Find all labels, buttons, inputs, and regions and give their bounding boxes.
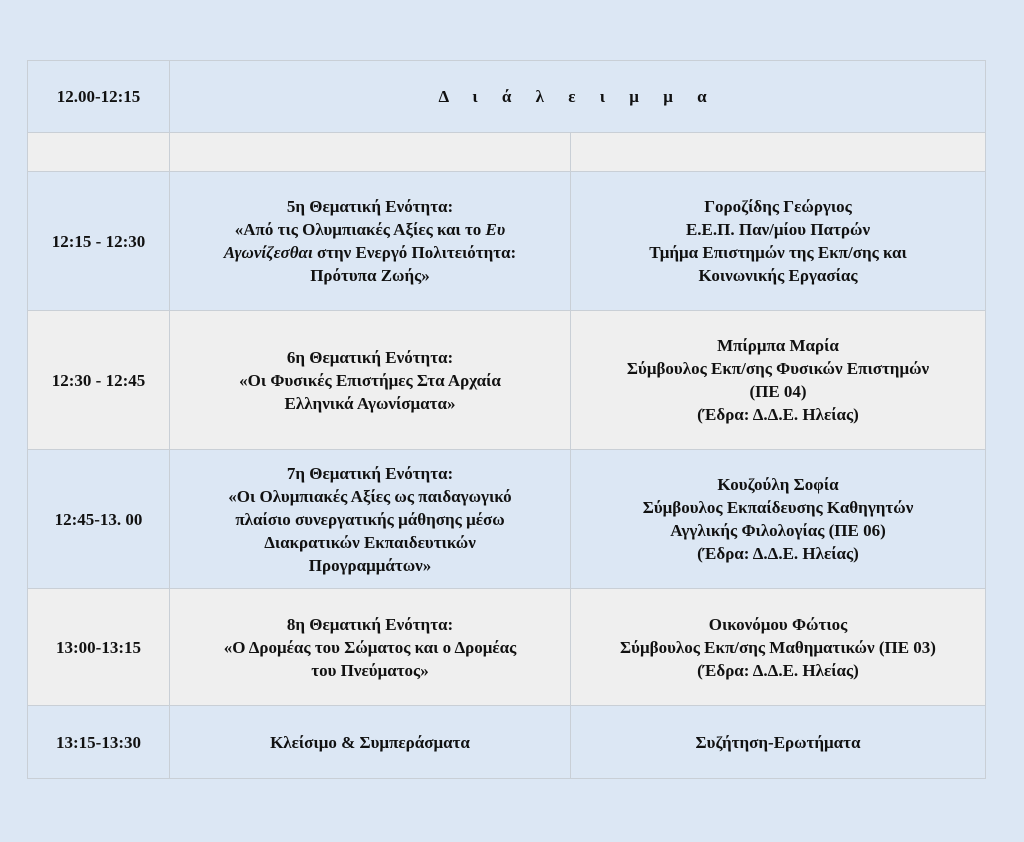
speaker-info: Σύμβουλος Εκπαίδευσης Καθηγητών [642,498,914,517]
session-text-italic: Ευ [485,220,506,239]
speaker-cell [571,311,986,450]
table-row [28,589,986,706]
session-text-line: Προγραμμάτων» [308,555,432,575]
session-title: 7η Θεματική Ενότητα: [286,463,454,483]
session-cell [170,311,571,450]
speaker-info: Αγγλικής Φιλολογίας (ΠΕ 06) [670,521,886,540]
session-text-line: «Οι Φυσικές Επιστήμες Στα Αρχαία [239,370,501,390]
session-text: στην Ενεργό Πολιτειότητα: [312,243,517,262]
session-cell [170,172,571,311]
time-cell: 13:00-13:15 [28,589,170,706]
speaker-info: (ΠΕ 04) [749,382,807,401]
session-text-line: «Οι Ολυμπιακές Αξίες ως παιδαγωγικό [228,486,512,506]
speaker-cell [571,172,986,311]
speaker-name: Γοροζίδης Γεώργιος [704,197,852,216]
speaker-info: (Έδρα: Δ.Δ.Ε. Ηλείας) [697,660,859,680]
time-cell [28,133,170,172]
session-text-line: του Πνεύματος» [311,660,429,680]
speaker-info: Σύμβουλος Εκπ/σης Μαθηματικών (ΠΕ 03) [620,637,936,657]
table-row-empty [28,133,986,172]
session-cell [170,133,571,172]
speaker-cell: Συζήτηση-Ερωτήματα [571,706,986,779]
session-text-line [178,218,562,241]
session-cell [170,450,571,589]
session-text-line: πλαίσιο συνεργατικής μάθησης μέσω [235,509,505,529]
time-cell: 13:15-13:30 [28,706,170,779]
table-row [28,311,986,450]
session-text-line: «Ο Δρομέας του Σώματος και ο Δρομέας [223,637,517,657]
speaker-info: Τμήμα Επιστημών της Εκπ/σης και [649,243,907,262]
session-text-italic: Αγωνίζεσθαι [223,243,313,262]
speaker-name: Μπίρμπα Μαρία [717,336,839,355]
session-cell: Κλείσιμο & Συμπεράσματα [170,706,571,779]
session-title: 5η Θεματική Ενότητα: [286,197,454,216]
speaker-info: Κοινωνικής Εργασίας [698,266,858,285]
session-title: 8η Θεματική Ενότητα: [286,614,454,634]
session-title: 6η Θεματική Ενότητα: [286,347,454,367]
speaker-info: Ε.Ε.Π. Παν/μίου Πατρών [685,220,871,239]
table-row [28,172,986,311]
time-cell: 12.00-12:15 [28,61,170,133]
speaker-cell [571,589,986,706]
table-row-break [28,61,986,133]
speaker-name: Κουζούλη Σοφία [717,475,839,494]
session-text: «Από τις Ολυμπιακές Αξίες και το [234,220,486,239]
session-cell [170,589,571,706]
table-row-closing [28,706,986,779]
speaker-cell [571,133,986,172]
speaker-info: (Έδρα: Δ.Δ.Ε. Ηλείας) [697,405,859,424]
table-row [28,450,986,589]
session-text-line: Διακρατικών Εκπαιδευτικών [264,532,476,552]
session-text-line: Ελληνικά Αγωνίσματα» [284,393,456,413]
session-text-line: Πρότυπα Ζωής» [310,266,430,285]
session-text-line [178,241,562,264]
speaker-info: (Έδρα: Δ.Δ.Ε. Ηλείας) [697,544,859,563]
time-cell: 12:45-13. 00 [28,450,170,589]
time-cell: 12:15 - 12:30 [28,172,170,311]
program-table [27,60,986,779]
break-label: Δ ι ά λ ε ι μ μ α [170,61,986,133]
speaker-info: Σύμβουλος Εκπ/σης Φυσικών Επιστημών [626,359,930,378]
speaker-name: Οικονόμου Φώτιος [708,614,848,634]
speaker-cell [571,450,986,589]
time-cell: 12:30 - 12:45 [28,311,170,450]
